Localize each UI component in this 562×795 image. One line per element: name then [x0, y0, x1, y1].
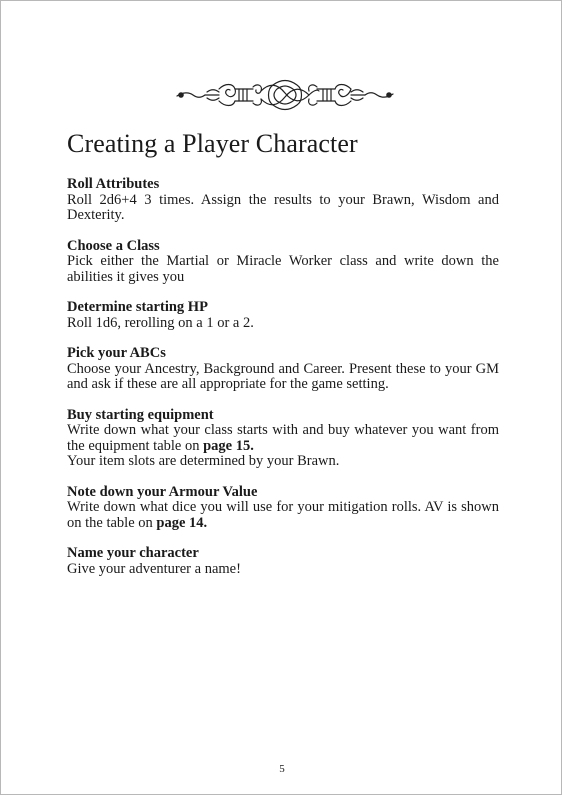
step-body	[67, 423, 499, 470]
step-heading: Note down your Armour Value	[67, 483, 258, 500]
step-heading: Name your character	[67, 545, 199, 561]
steps-list	[67, 177, 499, 592]
step-body-text: Write down what dice you will use for your mitigation rolls. AV is shown on the table on	[67, 499, 499, 531]
knotwork-divider-icon	[173, 77, 397, 113]
step-armour-value	[67, 485, 499, 532]
step-body: Roll 2d6+4 3 times. Assign the results to your Brawn, Wisdom and Dexterity.	[67, 191, 499, 223]
step-body: Give your adventurer a name!	[67, 560, 241, 577]
step-body	[67, 500, 499, 531]
page-reference-link[interactable]: page 15.	[203, 437, 254, 454]
step-body: Pick either the Martial or Miracle Worker class and write down the abilities it gives you	[67, 253, 499, 285]
step-body: Roll 1d6, rerolling on a 1 or a 2.	[67, 314, 254, 331]
page-reference-link[interactable]: page 14.	[156, 514, 208, 531]
step-heading: Determine starting HP	[67, 299, 208, 315]
step-pick-abcs	[67, 346, 499, 393]
step-body-text: Write down what your class starts with and buy whatever you want from the equipment table on	[67, 422, 499, 454]
step-determine-hp	[67, 300, 499, 331]
step-body-second-line: Your item slots are determined by your Brawn.	[67, 453, 340, 469]
step-heading: Buy starting equipment	[67, 406, 214, 423]
step-choose-class	[67, 239, 499, 286]
step-heading: Roll Attributes	[67, 176, 160, 192]
step-roll-attributes	[67, 177, 499, 224]
step-heading: Choose a Class	[67, 237, 160, 254]
step-name-character	[67, 546, 499, 577]
step-heading: Pick your ABCs	[67, 345, 166, 361]
page-number: 5	[279, 763, 285, 775]
step-buy-equipment	[67, 408, 499, 470]
page-title: Creating a Player Character	[67, 129, 358, 158]
step-body: Choose your Ancestry, Background and Career. Present these to your GM and ask if these are all appropriate for the game setting.	[67, 360, 499, 392]
